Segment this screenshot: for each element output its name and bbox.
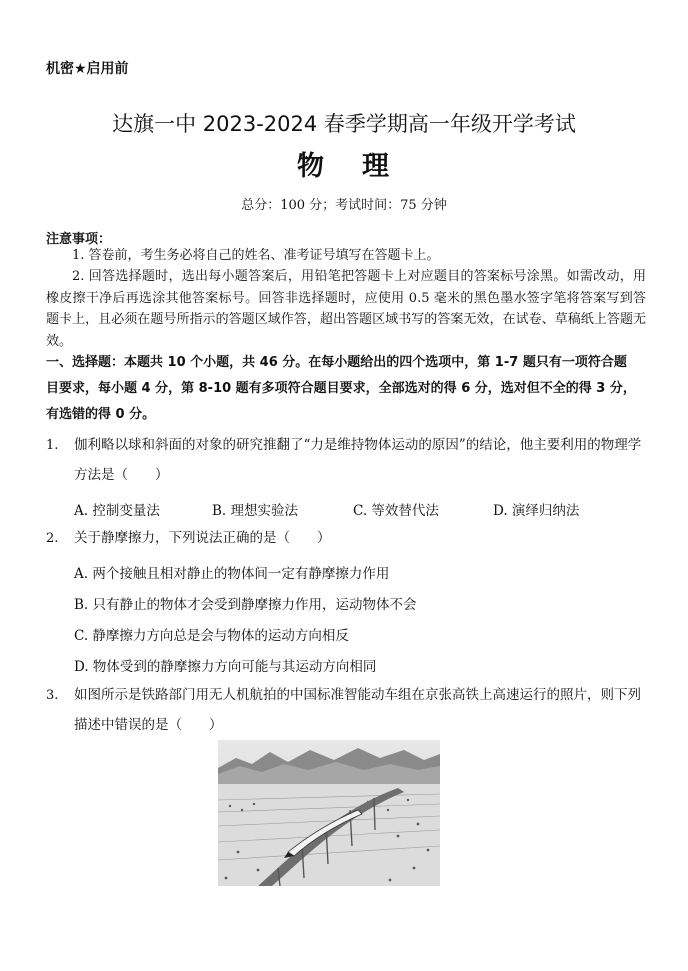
option-b: B. 理想实验法 — [212, 503, 299, 519]
exam-title: 达旗一中 2023-2024 春季学期高一年级开学考试 — [112, 112, 576, 136]
section-1-instructions: 一、选择题：本题共 10 个小题，共 46 分。在每小题给出的四个选项中，第 1-7 题只有一项符合题 目要求，每小题 4 分，第 8-10 题有多项符合题目要求，全部选对的得 6 分，选对但不全的得 3 分，有选错的得 0 分。 — [46, 355, 640, 422]
subject-title — [0, 144, 688, 183]
subject-char-2: 理 — [362, 151, 391, 182]
train-viaduct-photo — [218, 740, 440, 886]
option-b: B. 只有静止的物体才会受到静摩擦力作用，运动物体不会 — [74, 597, 417, 613]
confidential-label: 机密★启用前 — [46, 61, 129, 77]
question-number: 1. — [46, 438, 59, 453]
question-stem: 伽利略以球和斜面的对象的研究推翻了“力是维持物体运动的原因”的结论，他主要利用的物理学方法是（ ） — [74, 437, 642, 483]
option-c: C. 静摩擦力方向总是会与物体的运动方向相反 — [74, 628, 349, 644]
question-number: 3. — [46, 688, 59, 703]
option-d: D. 物体受到的静摩擦力方向可能与其运动方向相同 — [74, 659, 377, 675]
option-d: D. 演绎归纳法 — [493, 503, 580, 519]
question-stem: 如图所示是铁路部门用无人机航拍的中国标准智能动车组在京张高铁上高速运行的照片，则下列描述中错误的是（ ） — [74, 687, 641, 733]
option-a: A. 控制变量法 — [74, 503, 160, 519]
option-c: C. 等效替代法 — [353, 503, 439, 519]
option-a: A. 两个接触且相对静止的物体间一定有静摩擦力作用 — [74, 566, 390, 582]
note-item: 2. 回答选择题时，选出每小题答案后，用铅笔把答题卡上对应题目的答案标号涂黑。如需改动，用橡皮擦干净后再选涂其他答案标号。回答非选择题时，应使用 0.5 毫米的黑色墨水签字笔将答案写到答题卡上，且必须在题号所指示的答题区域作答，超出答题区域书写的答案无效，在试卷、草稿纸上答题无效。 — [46, 269, 646, 349]
exam-meta: 总分：100 分；考试时间：75 分钟 — [241, 198, 447, 213]
subject-char-1: 物 — [297, 151, 326, 182]
note-item: 1. 答卷前，考生务必将自己的姓名、准考证号填写在答题卡上。 — [72, 248, 440, 263]
notes-heading: 注意事项： — [46, 232, 112, 247]
question-stem: 关于静摩擦力，下列说法正确的是（ ） — [74, 530, 331, 546]
question-number: 2. — [46, 531, 59, 546]
